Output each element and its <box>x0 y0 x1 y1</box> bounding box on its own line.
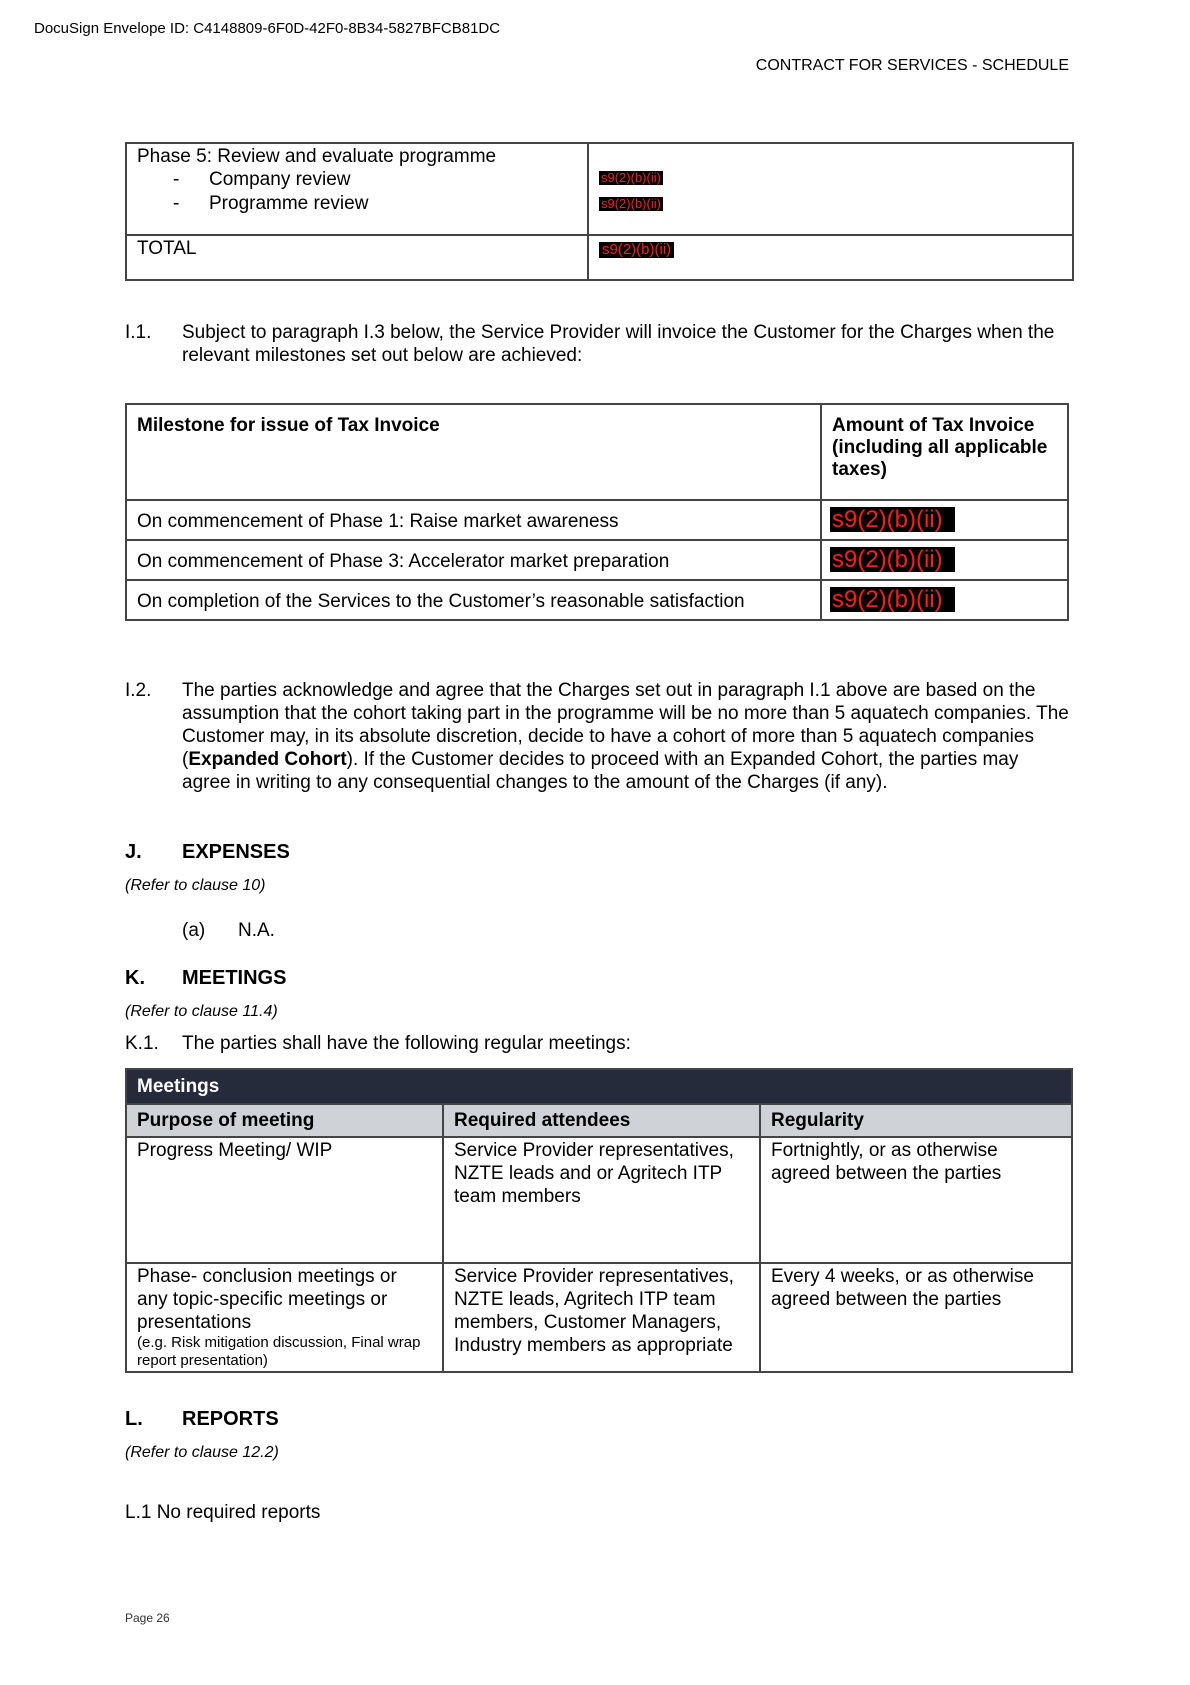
section-heading-k: K. MEETINGS <box>125 967 287 989</box>
milestone-text: On commencement of Phase 3: Accelerator market preparation <box>126 540 821 580</box>
milestone-row <box>126 540 1068 580</box>
redaction: s9(2)(b)(ii) <box>599 242 674 258</box>
phase-cell <box>126 143 588 235</box>
paragraph-i1 <box>125 321 1070 367</box>
document-title: CONTRACT FOR SERVICES - SCHEDULE <box>755 57 1069 74</box>
phase-items <box>137 168 577 216</box>
envelope-id: DocuSign Envelope ID: C4148809-6F0D-42F0-8B34-5827BFCB81DC <box>34 20 501 37</box>
redaction: s9(2)(b)(ii) <box>830 507 955 532</box>
section-heading-l: L. REPORTS <box>125 1408 279 1430</box>
column-header: Required attendees <box>443 1104 760 1137</box>
milestone-text: On commencement of Phase 1: Raise market awareness <box>126 500 821 540</box>
total-amount-cell <box>588 235 1073 280</box>
paragraph-text: The parties acknowledge and agree that the Charges set out in paragraph I.1 above are based on the assumption that the cohort taking part in the programme will be no more than 5 aquatech companies. The Customer may, in its absolute discretion, decide to have a cohort of more than 5 aquatech companies (Expanded Cohort). If the Customer decides to proceed with an Expanded Cohort, the parties may agree in writing to any consequential changes to the amount of the Charges (if any). <box>182 680 1069 793</box>
redaction: s9(2)(b)(ii) <box>830 547 955 572</box>
paragraph-text: Subject to paragraph I.3 below, the Service Provider will invoice the Customer for the Charges when the relevant milestones set out below are achieved: <box>182 322 1055 366</box>
clause-reference: (Refer to clause 10) <box>125 877 266 894</box>
total-label: TOTAL <box>126 235 588 280</box>
phase-title: Phase 5: Review and evaluate programme <box>137 146 497 167</box>
paragraph-k1: K.1. The parties shall have the following regular meetings: <box>125 1033 631 1054</box>
paragraph-number: I.2. <box>125 680 152 701</box>
redaction: s9(2)(b)(ii) <box>601 196 661 211</box>
page-number: Page 26 <box>125 1611 170 1625</box>
milestone-row <box>126 500 1068 540</box>
meeting-purpose: Phase- conclusion meetings or any topic-specific meetings or presentations <box>137 1266 397 1333</box>
meeting-row <box>126 1263 1072 1372</box>
milestone-text: On completion of the Services to the Customer’s reasonable satisfaction <box>126 580 821 620</box>
defined-term: Expanded Cohort <box>188 749 347 770</box>
clause-reference: (Refer to clause 12.2) <box>125 1444 279 1461</box>
meeting-purpose-cell <box>126 1263 443 1372</box>
phase-amount-cell <box>588 143 1073 235</box>
meeting-purpose: Progress Meeting/ WIP <box>126 1137 443 1263</box>
milestone-table <box>125 403 1069 621</box>
meeting-attendees: Service Provider representatives, NZTE leads, Agritech ITP team members, Customer Managers, Industry members as appropriate <box>443 1263 760 1372</box>
meeting-regularity: Fortnightly, or as otherwise agreed between the parties <box>760 1137 1072 1263</box>
meetings-table-title: Meetings <box>126 1069 1072 1104</box>
amount-header: Amount of Tax Invoice (including all applicable taxes) <box>821 404 1068 500</box>
column-header: Purpose of meeting <box>126 1104 443 1137</box>
clause-reference: (Refer to clause 11.4) <box>125 1003 278 1020</box>
phase-item: - Company review <box>137 168 577 192</box>
meeting-purpose-note: (e.g. Risk mitigation discussion, Final wrap report presentation) <box>137 1334 421 1369</box>
redaction: s9(2)(b)(ii) <box>830 587 955 612</box>
column-header: Regularity <box>760 1104 1072 1137</box>
milestone-header: Milestone for issue of Tax Invoice <box>126 404 821 500</box>
meetings-table <box>125 1068 1073 1373</box>
redaction: s9(2)(b)(ii) <box>601 170 661 185</box>
paragraph-i2 <box>125 679 1070 794</box>
section-heading-j: J. EXPENSES <box>125 841 290 863</box>
expense-item: (a) N.A. <box>182 920 275 941</box>
milestone-row <box>126 580 1068 620</box>
meeting-row <box>126 1137 1072 1263</box>
paragraph-number: I.1. <box>125 322 152 343</box>
meeting-regularity: Every 4 weeks, or as otherwise agreed between the parties <box>760 1263 1072 1372</box>
phase-table <box>125 142 1074 281</box>
phase-item: - Programme review <box>137 192 577 216</box>
meeting-attendees: Service Provider representatives, NZTE leads and or Agritech ITP team members <box>443 1137 760 1263</box>
reports-line: L.1 No required reports <box>125 1502 321 1523</box>
